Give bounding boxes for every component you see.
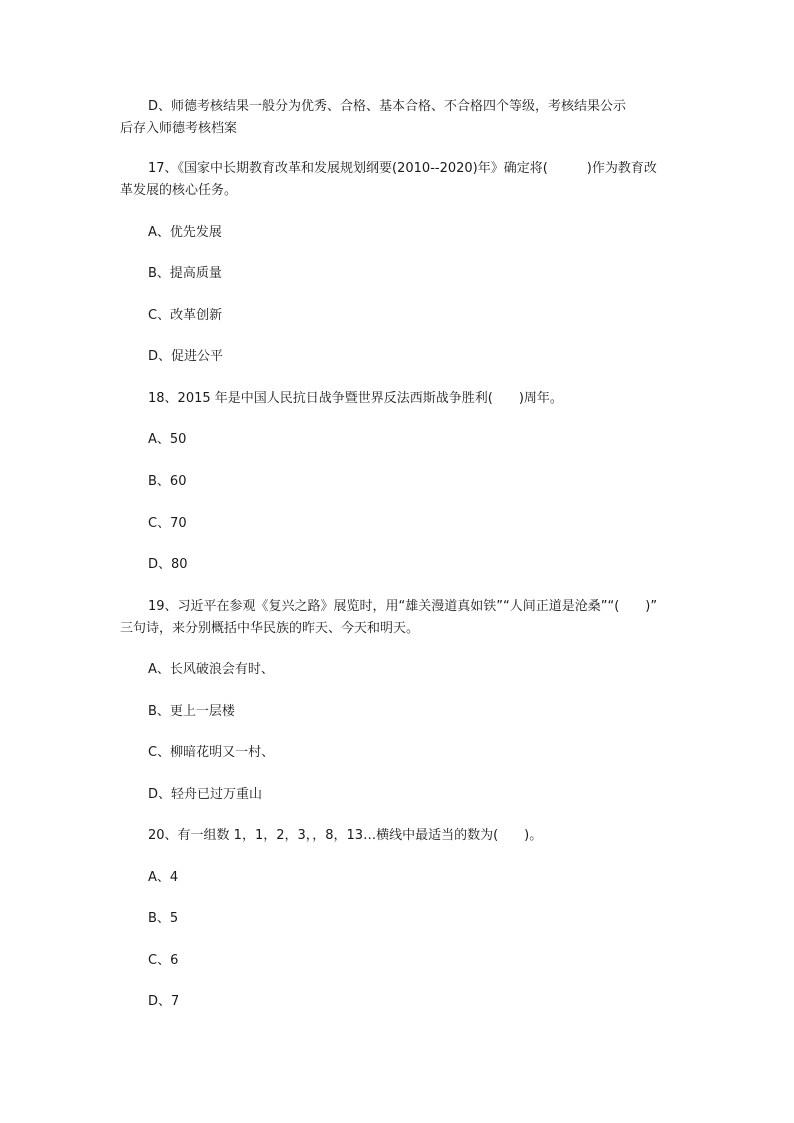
q20-option-c: C、6 (148, 953, 179, 968)
q17-option-a: A、优先发展 (148, 225, 222, 240)
q17-stem-line2: 革发展的核心任务。 (120, 183, 238, 198)
q19-option-c: C、柳暗花明又一村、 (148, 745, 275, 760)
q16-option-d-line2: 后存入师德考核档案 (120, 121, 238, 136)
q16-option-d-line1: D、师德考核结果一般分为优秀、合格、基本合格、不合格四个等级，考核结果公示 (148, 99, 627, 114)
q20-stem: 20、有一组数 1，1，2，3，，8，13…横线中最适当的数为( )。 (148, 828, 543, 843)
q17-option-d: D、促进公平 (148, 349, 224, 364)
q18-option-a: A、50 (148, 432, 187, 447)
q20-option-a: A、4 (148, 870, 179, 885)
q19-option-a: A、长风破浪会有时、 (148, 662, 274, 677)
q17-stem-line1: 17、《国家中长期教育改革和发展规划纲要(2010--2020)年》确定将( )作为教育改 (148, 161, 657, 176)
q19-stem-line1: 19、习近平在参观《复兴之路》展览时，用“雄关漫道真如铁”“人间正道是沧桑”“( )” (148, 599, 658, 614)
q20-option-b: B、5 (148, 911, 179, 926)
q19-option-d: D、轻舟已过万重山 (148, 787, 263, 802)
q17-option-c: C、改革创新 (148, 308, 223, 323)
q18-option-c: C、70 (148, 516, 187, 531)
q19-stem-line2: 三句诗，来分别概括中华民族的昨天、今天和明天。 (120, 621, 420, 636)
q18-option-d: D、80 (148, 557, 188, 572)
q18-stem: 18、2015 年是中国人民抗日战争暨世界反法西斯战争胜利( )周年。 (148, 391, 563, 406)
q17-option-b: B、提高质量 (148, 266, 222, 281)
q20-option-d: D、7 (148, 994, 180, 1009)
q19-option-b: B、更上一层楼 (148, 704, 235, 719)
q18-option-b: B、60 (148, 474, 187, 489)
